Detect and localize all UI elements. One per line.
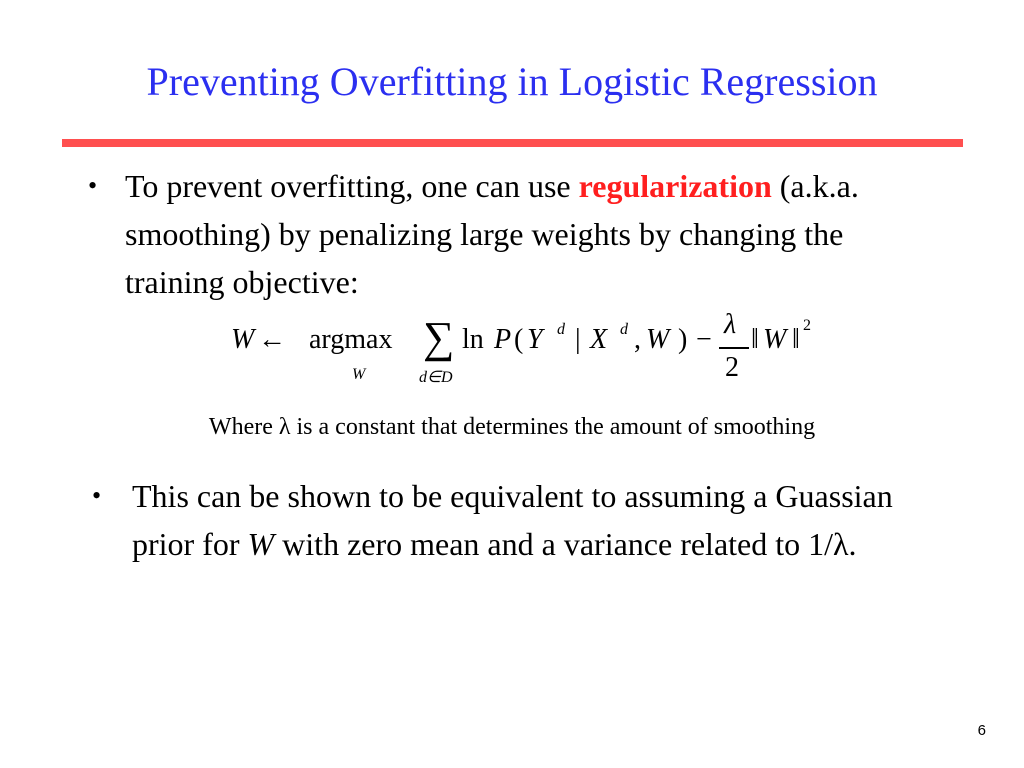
bullet-text-end: (a.k.a. smoothing) by penalizing large weights by changing the training objective: [125,168,859,300]
regularization-highlight: regularization [578,168,772,204]
formula-ln: ln [462,324,484,355]
page-number: 6 [977,722,986,739]
formula-argmax-subscript: W [352,366,366,383]
sum-subscript: d∈D [419,369,453,386]
lambda-note: Where λ is a constant that determines the amount of smoothing [208,414,816,440]
bullet-text-start: To prevent overfitting, one can use [125,168,579,204]
fraction-denominator: 2 [725,352,739,383]
formula-argmax: argmax [309,324,393,355]
formula-w-weights: W [646,324,670,355]
formula-y-superscript: d [557,321,565,338]
formula-comma: , [634,324,641,355]
norm-exponent: 2 [803,317,811,334]
formula-arrow: ← [258,324,286,355]
formula-w-lhs: W [231,324,255,355]
bullet-text-end: with zero mean and a variance related to 1/λ. [274,526,857,562]
formula-w-norm: W [763,324,787,355]
formula-minus: − [696,324,712,355]
bullet-marker: • [88,171,98,200]
summation-symbol: ∑ [423,313,455,362]
bullet-gaussian-prior [92,472,952,568]
formula-rparen: ) [678,324,688,355]
norm-left: ‖ [751,324,759,355]
bullet-text [132,472,952,568]
w-italic: W [247,526,275,562]
formula-given-bar: | [575,324,581,355]
formula-x-superscript: d [620,321,628,338]
norm-right: ‖ [792,324,800,355]
formula-x: X [590,324,608,355]
lambda-numerator: λ [724,309,737,340]
formula-p: P [494,324,512,355]
formula-y: Y [527,324,543,355]
bullet-marker: • [92,481,102,510]
slide-title: Preventing Overfitting in Logistic Regression [146,59,878,104]
fraction-bar [719,347,749,349]
bullet-text-start: This can be shown to be equivalent to assuming a Guassian prior for [132,478,893,562]
formula-lparen: ( [514,324,524,355]
